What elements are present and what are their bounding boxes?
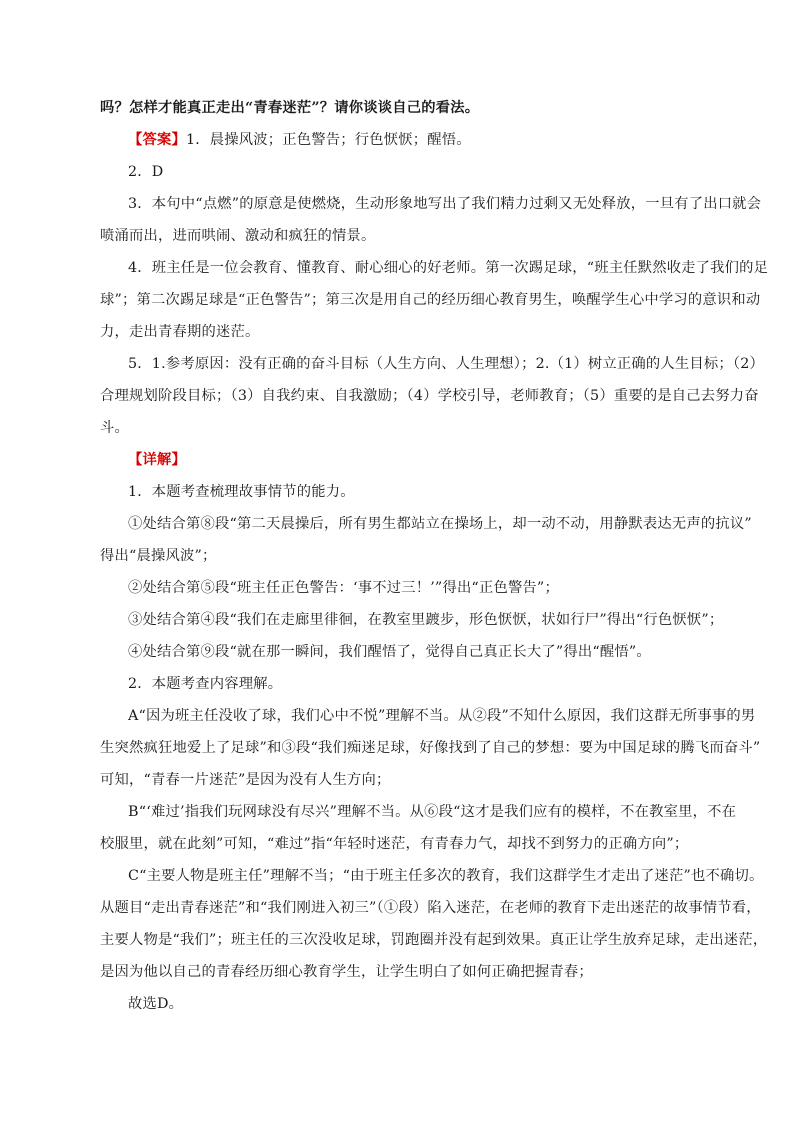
explain-2-option-c: C“主要人物是班主任”理解不当；“由于班主任多次的教育，我们这群学生才走出了迷茫”也不确切。 [128, 868, 764, 884]
explain-2-option-c-cont-1: 从题目“走出青春迷茫”和“我们刚进入初三”（①段）陷入迷茫，在老师的教育下走出迷茫的故事情节看， [100, 900, 761, 916]
explain-2-option-c-end: 是因为他以自己的青春经历细心教育学生，让学生明白了如何正确把握青春； [100, 964, 593, 980]
question-tail: 吗？怎样才能真正走出“青春迷茫”？请你谈谈自己的看法。 [100, 100, 480, 116]
answer-line-3: 3．本句中“点燃”的原意是使燃烧，生动形象地写出了我们精力过剩又无处释放，一旦有了出口就会 [128, 196, 762, 212]
answer-line-3-cont: 喷涌而出，进而哄闹、激动和疯狂的情景。 [100, 228, 376, 244]
answer-1-text: 1．晨操风波；正色警告；行色恹恹；醒悟。 [186, 132, 471, 148]
answer-line-4-end: 力，走出青春期的迷茫。 [100, 324, 260, 340]
answer-line-1 [100, 130, 726, 150]
explain-1-item-4: ④处结合第⑨段“就在那一瞬间，我们醒悟了，觉得自己真正长大了”得出“醒悟”。 [128, 644, 651, 660]
explain-1-item-1: ①处结合第⑧段“第二天晨操后，所有男生都站立在操场上，却一动不动，用静默表达无声的抗议” [128, 516, 752, 532]
answer-line-5: 5．1.参考原因：没有正确的奋斗目标（人生方向、人生理想）；2.（1）树立正确的人生目标；（2） [128, 356, 765, 372]
document-body [100, 98, 769, 1014]
explain-1-item-1-cont: 得出“晨操风波”； [100, 548, 217, 564]
answer-label: 【答案】 [128, 132, 186, 148]
explain-2-title: 2．本题考查内容理解。 [128, 676, 283, 692]
explain-1-title: 1．本题考查梳理故事情节的能力。 [128, 484, 355, 500]
explain-2-option-a-end: 可知，“青春一片迷茫”是因为没有人生方向； [100, 772, 391, 788]
answer-line-5-cont: 合理规划阶段目标；（3）自我约束、自我激励；（4）学校引导，老师教育；（5）重要的是自己去努力奋 [100, 388, 759, 404]
explanation-heading [100, 450, 726, 470]
explanation-label: 【详解】 [128, 452, 186, 468]
explain-2-option-b: B“‘难过’指我们玩网球没有尽兴”理解不当。从⑥段“这才是我们应有的模样，不在教室里，不在 [128, 804, 737, 820]
explain-2-option-c-cont-2: 主要人物是“我们”；班主任的三次没收足球，罚跑圈并没有起到效果。真正让学生放弃足球，走出迷茫， [100, 932, 768, 948]
explain-2-option-b-cont: 校服里，就在此刻”可知，“难过”指“年轻时迷茫，有青春力气，却找不到努力的正确方向”； [100, 836, 689, 852]
explain-1-item-2: ②处结合第⑤段“班主任正色警告：‘事不过三！’”得出“正色警告”； [128, 580, 559, 596]
explain-2-option-a-cont: 生突然疯狂地爱上了足球”和③段“我们痴迷足球，好像找到了自己的梦想：要为中国足球的腾飞而奋斗” [100, 740, 761, 756]
answer-line-4: 4．班主任是一位会教育、懂教育、耐心细心的好老师。第一次踢足球，“班主任默然收走了我们的足 [128, 260, 769, 276]
answer-line-2: 2．D [128, 164, 164, 180]
explain-1-item-3: ③处结合第④段“我们在走廊里徘徊，在教室里踱步，形色恹恹，状如行尸”得出“行色恹恹”； [128, 612, 724, 628]
answer-line-4-cont: 球”；第二次踢足球是“正色警告”；第三次是用自己的经历细心教育男生，唤醒学生心中学习的意识和动 [100, 292, 761, 308]
explain-2-option-a: A“因为班主任没收了球，我们心中不悦”理解不当。从②段”不知什么原因，我们这群无所事事的男 [128, 708, 756, 724]
final-choice: 故选D。 [128, 996, 184, 1012]
answer-line-5-end: 斗。 [100, 420, 129, 436]
